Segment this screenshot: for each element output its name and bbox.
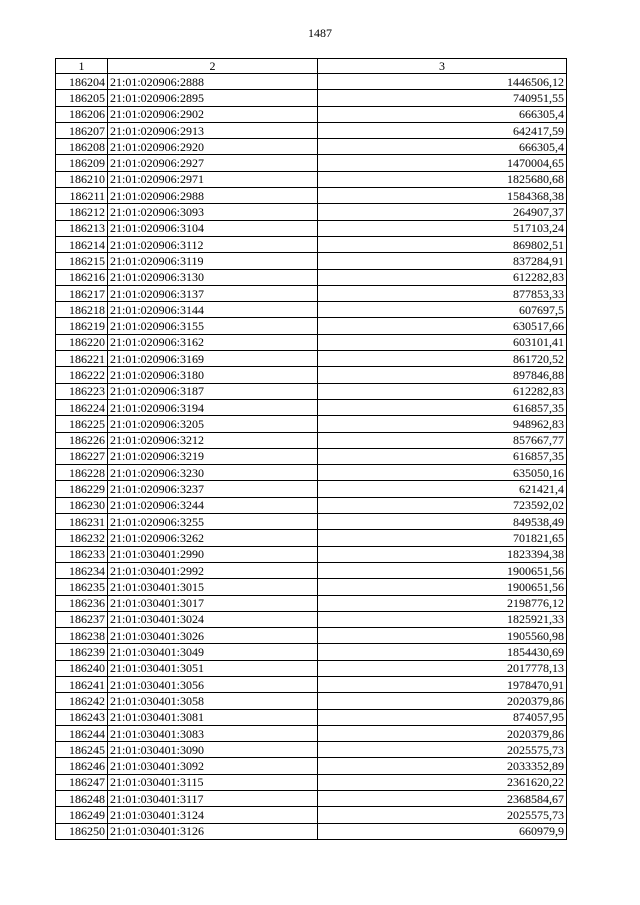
table-row [56,595,567,611]
cadastral-number-cell: 21:01:020906:2913 [108,122,318,138]
cadastral-number-cell: 21:01:020906:2920 [108,139,318,155]
cadastral-number-cell: 21:01:020906:3187 [108,383,318,399]
value-cell: 2020379,86 [318,693,567,709]
cadastral-number-cell: 21:01:030401:3083 [108,725,318,741]
value-cell: 861720,52 [318,351,567,367]
row-number-cell: 186232 [56,530,108,546]
value-cell: 2017778,13 [318,660,567,676]
header-row [56,59,567,74]
row-number-cell: 186214 [56,236,108,252]
cadastral-number-cell: 21:01:020906:3205 [108,416,318,432]
value-cell: 897846,88 [318,367,567,383]
value-cell: 1823394,38 [318,546,567,562]
cadastral-number-cell: 21:01:020906:3194 [108,399,318,415]
table-row [56,530,567,546]
table-row [56,351,567,367]
row-number-cell: 186209 [56,155,108,171]
value-cell: 2361620,22 [318,774,567,790]
table-row [56,367,567,383]
value-cell: 264907,37 [318,204,567,220]
value-cell: 616857,35 [318,448,567,464]
cadastral-number-cell: 21:01:030401:3058 [108,693,318,709]
table-row [56,693,567,709]
table-row [56,465,567,481]
cadastral-number-cell: 21:01:030401:3017 [108,595,318,611]
value-cell: 857667,77 [318,432,567,448]
table-row [56,285,567,301]
row-number-cell: 186234 [56,562,108,578]
table-row [56,579,567,595]
row-number-cell: 186216 [56,269,108,285]
row-number-cell: 186249 [56,807,108,823]
value-cell: 723592,02 [318,497,567,513]
value-cell: 2198776,12 [318,595,567,611]
table-row [56,514,567,530]
value-cell: 948962,83 [318,416,567,432]
table-row [56,709,567,725]
table-row [56,122,567,138]
row-number-cell: 186212 [56,204,108,220]
table-row [56,432,567,448]
column-header-3: 3 [318,59,567,74]
cadastral-number-cell: 21:01:020906:3255 [108,514,318,530]
table-row [56,448,567,464]
row-number-cell: 186239 [56,644,108,660]
cadastral-number-cell: 21:01:020906:2927 [108,155,318,171]
cadastral-number-cell: 21:01:020906:3144 [108,302,318,318]
value-cell: 2020379,86 [318,725,567,741]
value-cell: 877853,33 [318,285,567,301]
row-number-cell: 186246 [56,758,108,774]
row-number-cell: 186228 [56,465,108,481]
table-row [56,497,567,513]
column-header-1: 1 [56,59,108,74]
value-cell: 2025575,73 [318,807,567,823]
table-row [56,204,567,220]
row-number-cell: 186211 [56,188,108,204]
cadastral-number-cell: 21:01:030401:3117 [108,791,318,807]
cadastral-number-cell: 21:01:020906:3112 [108,236,318,252]
cadastral-number-cell: 21:01:030401:3115 [108,774,318,790]
cadastral-number-cell: 21:01:020906:3262 [108,530,318,546]
row-number-cell: 186243 [56,709,108,725]
cadastral-number-cell: 21:01:020906:3137 [108,285,318,301]
value-cell: 666305,4 [318,106,567,122]
table-row [56,106,567,122]
value-cell: 616857,35 [318,399,567,415]
cadastral-number-cell: 21:01:030401:3026 [108,628,318,644]
row-number-cell: 186235 [56,579,108,595]
table-row [56,188,567,204]
cadastral-number-cell: 21:01:030401:3015 [108,579,318,595]
value-cell: 666305,4 [318,139,567,155]
row-number-cell: 186210 [56,171,108,187]
value-cell: 603101,41 [318,334,567,350]
cadastral-number-cell: 21:01:020906:3180 [108,367,318,383]
row-number-cell: 186230 [56,497,108,513]
value-cell: 849538,49 [318,514,567,530]
cadastral-number-cell: 21:01:030401:3124 [108,807,318,823]
row-number-cell: 186250 [56,823,108,839]
table-row [56,791,567,807]
value-cell: 740951,55 [318,90,567,106]
value-cell: 1900651,56 [318,562,567,578]
value-cell: 612282,83 [318,383,567,399]
row-number-cell: 186241 [56,676,108,692]
row-number-cell: 186206 [56,106,108,122]
cadastral-number-cell: 21:01:020906:3162 [108,334,318,350]
row-number-cell: 186248 [56,791,108,807]
register-table [55,58,567,840]
table-row [56,644,567,660]
cadastral-number-cell: 21:01:020906:2988 [108,188,318,204]
row-number-cell: 186222 [56,367,108,383]
cadastral-number-cell: 21:01:020906:3237 [108,481,318,497]
row-number-cell: 186213 [56,220,108,236]
cadastral-number-cell: 21:01:020906:3230 [108,465,318,481]
value-cell: 1470004,65 [318,155,567,171]
table-row [56,253,567,269]
table-row [56,269,567,285]
value-cell: 1446506,12 [318,74,567,90]
value-cell: 621421,4 [318,481,567,497]
value-cell: 642417,59 [318,122,567,138]
row-number-cell: 186219 [56,318,108,334]
row-number-cell: 186240 [56,660,108,676]
cadastral-number-cell: 21:01:020906:3155 [108,318,318,334]
value-cell: 607697,5 [318,302,567,318]
row-number-cell: 186245 [56,742,108,758]
row-number-cell: 186223 [56,383,108,399]
table-row [56,383,567,399]
cadastral-number-cell: 21:01:030401:3024 [108,611,318,627]
value-cell: 869802,51 [318,236,567,252]
row-number-cell: 186225 [56,416,108,432]
row-number-cell: 186229 [56,481,108,497]
cadastral-number-cell: 21:01:020906:2971 [108,171,318,187]
table-row [56,725,567,741]
table-row [56,334,567,350]
table-row [56,171,567,187]
table-row [56,823,567,839]
row-number-cell: 186231 [56,514,108,530]
cadastral-number-cell: 21:01:020906:3169 [108,351,318,367]
value-cell: 1978470,91 [318,676,567,692]
table-row [56,758,567,774]
table-row [56,546,567,562]
page-number: 1487 [308,26,332,40]
table-row [56,611,567,627]
table-row [56,481,567,497]
value-cell: 630517,66 [318,318,567,334]
row-number-cell: 186233 [56,546,108,562]
cadastral-number-cell: 21:01:020906:2902 [108,106,318,122]
value-cell: 635050,16 [318,465,567,481]
value-cell: 660979,9 [318,823,567,839]
row-number-cell: 186236 [56,595,108,611]
cadastral-number-cell: 21:01:030401:2990 [108,546,318,562]
cadastral-number-cell: 21:01:030401:3049 [108,644,318,660]
table-row [56,318,567,334]
cadastral-number-cell: 21:01:030401:3126 [108,823,318,839]
row-number-cell: 186247 [56,774,108,790]
cadastral-number-cell: 21:01:030401:3081 [108,709,318,725]
table-header [56,59,567,74]
cadastral-number-cell: 21:01:030401:3056 [108,676,318,692]
cadastral-number-cell: 21:01:030401:3051 [108,660,318,676]
column-header-2: 2 [108,59,318,74]
row-number-cell: 186220 [56,334,108,350]
value-cell: 2025575,73 [318,742,567,758]
table-row [56,90,567,106]
value-cell: 1825680,68 [318,171,567,187]
value-cell: 2033352,89 [318,758,567,774]
row-number-cell: 186224 [56,399,108,415]
cadastral-number-cell: 21:01:020906:3219 [108,448,318,464]
table-body [56,74,567,840]
row-number-cell: 186208 [56,139,108,155]
row-number-cell: 186205 [56,90,108,106]
row-number-cell: 186238 [56,628,108,644]
row-number-cell: 186218 [56,302,108,318]
row-number-cell: 186244 [56,725,108,741]
value-cell: 1905560,98 [318,628,567,644]
table-row [56,676,567,692]
table-row [56,416,567,432]
table-row [56,399,567,415]
row-number-cell: 186221 [56,351,108,367]
cadastral-number-cell: 21:01:020906:3212 [108,432,318,448]
table-row [56,74,567,90]
table-row [56,155,567,171]
table-row [56,628,567,644]
table-row [56,774,567,790]
cadastral-number-cell: 21:01:020906:3130 [108,269,318,285]
row-number-cell: 186242 [56,693,108,709]
table-row [56,807,567,823]
table-row [56,302,567,318]
value-cell: 837284,91 [318,253,567,269]
value-cell: 1825921,33 [318,611,567,627]
cadastral-number-cell: 21:01:020906:3093 [108,204,318,220]
cadastral-number-cell: 21:01:020906:3244 [108,497,318,513]
cadastral-number-cell: 21:01:020906:3119 [108,253,318,269]
table-row [56,562,567,578]
value-cell: 1900651,56 [318,579,567,595]
table-row [56,220,567,236]
value-cell: 1854430,69 [318,644,567,660]
value-cell: 874057,95 [318,709,567,725]
table-row [56,660,567,676]
cadastral-number-cell: 21:01:020906:3104 [108,220,318,236]
row-number-cell: 186227 [56,448,108,464]
table-row [56,236,567,252]
cadastral-number-cell: 21:01:020906:2888 [108,74,318,90]
value-cell: 1584368,38 [318,188,567,204]
value-cell: 701821,65 [318,530,567,546]
table-row [56,742,567,758]
cadastral-number-cell: 21:01:020906:2895 [108,90,318,106]
row-number-cell: 186237 [56,611,108,627]
row-number-cell: 186217 [56,285,108,301]
cadastral-number-cell: 21:01:030401:3092 [108,758,318,774]
row-number-cell: 186226 [56,432,108,448]
value-cell: 2368584,67 [318,791,567,807]
value-cell: 612282,83 [318,269,567,285]
row-number-cell: 186215 [56,253,108,269]
value-cell: 517103,24 [318,220,567,236]
cadastral-number-cell: 21:01:030401:3090 [108,742,318,758]
cadastral-number-cell: 21:01:030401:2992 [108,562,318,578]
row-number-cell: 186204 [56,74,108,90]
row-number-cell: 186207 [56,122,108,138]
table-row [56,139,567,155]
